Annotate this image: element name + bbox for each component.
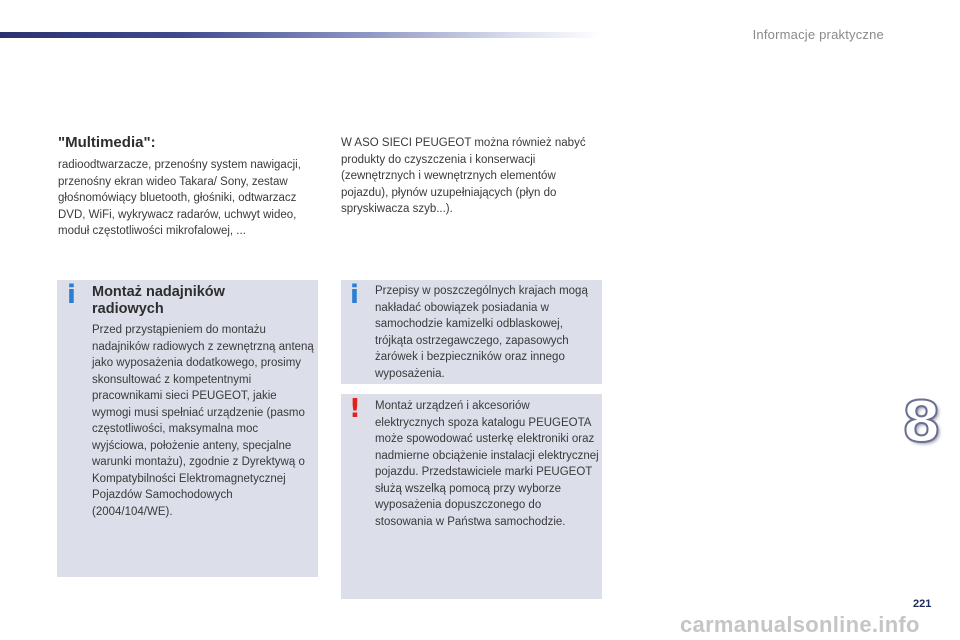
info-icon: i [350,280,359,310]
info-icon: i [67,280,76,310]
multimedia-text: radioodtwarzacze, przenośny system nawigacji, przenośny ekran wideo Takara/ Sony, zestaw głośnomówiący bluetooth, głośniki, odtwarzacz DVD, WiFi, wykrywacz radarów, uchwyt wideo, moduł częstotliwości mikrofalowej, ... [58,159,301,237]
aso-products-text: W ASO SIECI PEUGEOT można również nabyć produkty do czyszczenia i konserwacji (zewnętrznych i wewnętrznych elementów pojazdu), płynów uzupełniających (płyn do spryskiwacza szyb...). [341,137,586,215]
page-number: 221 [913,598,932,610]
regulations-box-text: Przepisy w poszczególnych krajach mogą nakładać obowiązek posiadania w samochodzie kamizelki odblaskowej, trójkąta ostrzegawczego, zapasowych żarówek i bezpieczników oraz innego wyposażenia. [375,285,588,380]
radio-box-text: Przed przystąpieniem do montażu nadajników radiowych z zewnętrzną anteną jako wyposażenia dodatkowego, prosimy skonsultować z kompetentnymi pracownikami sieci PEUGEOT, jakie wymogi musi spełniać urządzenie (pasmo częstotliwości, maksymalna moc wyjściowa, położenie anteny, specjalne warunki montażu), zgodnie z Dyrektywą o Kompatybilności Elektromagnetycznej Pojazdów Samochodowych (2004/104/WE). [92,324,314,518]
header-gradient-bar [0,32,600,38]
chapter-heading: Informacje praktyczne [752,27,884,42]
warning-icon: ! [349,394,361,424]
warning-box-text: Montaż urządzeń i akcesoriów elektrycznych spoza katalogu PEUGEOTA może spowodować usterkę elektroniki oraz nadmierne obciążenie instalacji elektrycznej pojazdu. Przedstawiciele marki PEUGEOT służą wszelką pomocą przy wyborze wyposażenia dopuszczonego do stosowania w Państwa samochodzie. [375,400,599,528]
multimedia-title: "Multimedia": [58,134,156,151]
radio-box-title: Montaż nadajników radiowych [92,284,225,317]
chapter-number: 8 [902,390,941,455]
watermark: carmanualsonline.info [680,612,920,637]
